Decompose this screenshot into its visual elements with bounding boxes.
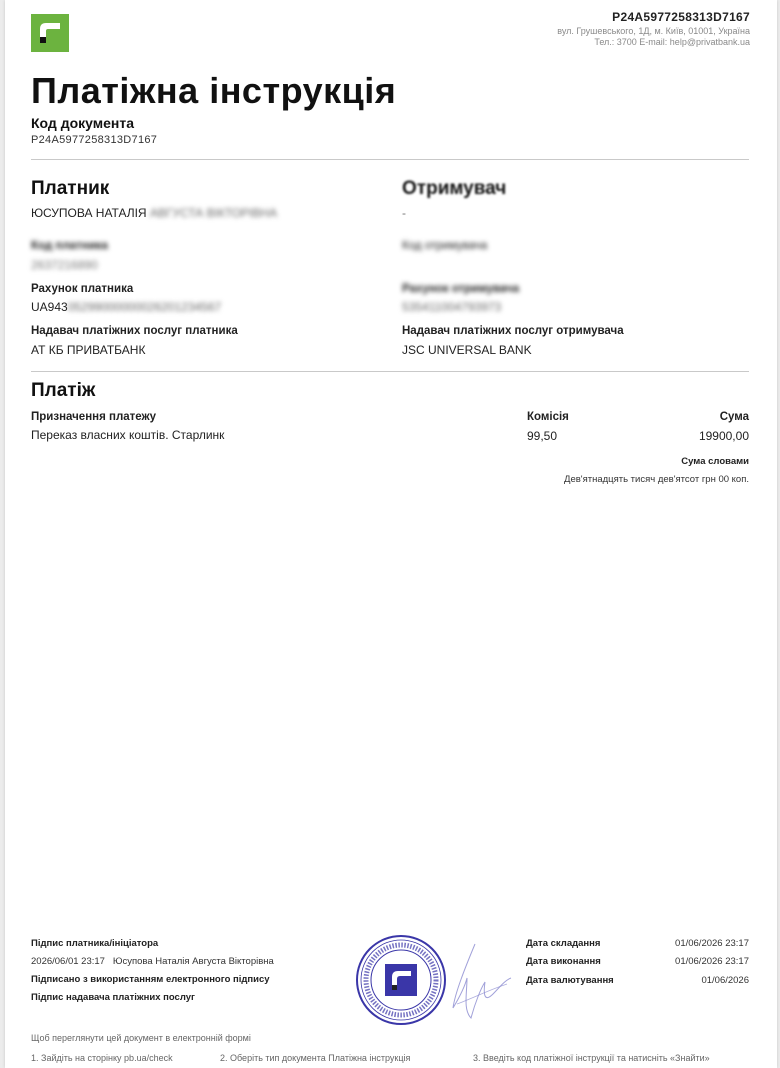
recipient-psp-label: Надавач платіжних послуг отримувача: [402, 325, 624, 337]
purpose-value: Переказ власних коштів. Старлинк: [31, 428, 225, 442]
sum-value: 19900,00: [698, 429, 749, 443]
payer-account-label: Рахунок платника: [31, 283, 134, 295]
bank-stamp: [355, 934, 447, 1026]
recipient-account-redacted: 535411004793973: [402, 300, 502, 314]
payer-name: [31, 206, 277, 220]
signer-label: Підпис платника/ініціатора: [31, 938, 159, 949]
recipient-account-label: Рахунок отримувача: [402, 283, 520, 295]
footer-step-2: 2. Оберіть тип документа Платіжна інструкція: [220, 1053, 411, 1063]
page-title: Платіжна інструкція: [31, 70, 397, 111]
footer-step-1: 1. Зайдіть на сторінку pb.ua/check: [31, 1053, 173, 1063]
recipient-name: -: [402, 206, 406, 220]
executed-value: 01/06/2026 23:17: [675, 956, 749, 967]
header-doc-id: P24A5977258313D7167: [612, 10, 750, 24]
payment-heading: Платіж: [31, 380, 96, 401]
purpose-label: Призначення платежу: [31, 411, 157, 423]
bank-address-block: [557, 26, 750, 48]
payer-name-visible: ЮСУПОВА НАТАЛІЯ: [31, 206, 147, 220]
payer-account-visible: UA943: [31, 300, 68, 314]
document-page: [5, 0, 777, 1068]
footer-step-3: 3. Введіть код платіжної інструкції та натисніть «Знайти»: [473, 1053, 710, 1063]
psp-sign-label: Підпис надавача платіжних послуг: [31, 992, 195, 1003]
recipient-code-label: Код отримувача: [402, 240, 488, 252]
sum-label: Сума: [719, 411, 749, 423]
bank-contacts: Тел.: 3700 E-mail: help@privatbank.ua: [594, 37, 750, 47]
sum-words-value: Дев'ятнадцять тисяч дев'ятсот грн 00 коп.: [564, 474, 749, 485]
payer-psp: АТ КБ ПРИВАТБАНК: [31, 343, 146, 357]
value-date-label: Дата валютування: [526, 975, 614, 986]
payer-account: [31, 300, 221, 314]
payer-code-redacted: 2637216890: [31, 258, 98, 272]
payer-psp-label: Надавач платіжних послуг платника: [31, 325, 238, 337]
recipient-psp: JSC UNIVERSAL BANK: [402, 343, 532, 357]
recipient-heading: Отримувач: [402, 178, 507, 199]
commission-value: 99,50: [527, 429, 558, 443]
divider: [31, 371, 749, 372]
value-date-value: 01/06/2026: [701, 975, 749, 986]
privatbank-logo: [31, 14, 69, 52]
signer-name: Юсупова Наталія Августа Вікторівна: [112, 956, 274, 967]
signer-datetime: 2026/06/01 23:17: [31, 956, 105, 967]
doc-code: P24A5977258313D7167: [31, 134, 158, 146]
doc-code-label: Код документа: [31, 115, 134, 131]
sum-words-label: Сума словами: [681, 456, 749, 467]
handwritten-signature: [445, 938, 515, 1024]
payer-name-redacted: АВГУСТА ВІКТОРІВНА: [149, 206, 278, 220]
commission-label: Комісія: [527, 411, 569, 423]
payer-code-label: Код платника: [31, 240, 108, 252]
created-value: 01/06/2026 23:17: [675, 938, 749, 949]
footer-intro: Щоб переглянути цей документ в електронній формі: [31, 1033, 251, 1043]
e-sign-note: Підписано з використанням електронного підпису: [31, 974, 270, 985]
bank-address: вул. Грушевського, 1Д, м. Київ, 01001, Україна: [557, 26, 750, 36]
created-label: Дата складання: [526, 938, 601, 949]
signer-info: [31, 956, 274, 967]
divider: [31, 159, 749, 160]
payer-heading: Платник: [31, 178, 110, 199]
executed-label: Дата виконання: [526, 956, 601, 967]
payer-account-redacted: 05299000000026201234567: [67, 300, 222, 314]
